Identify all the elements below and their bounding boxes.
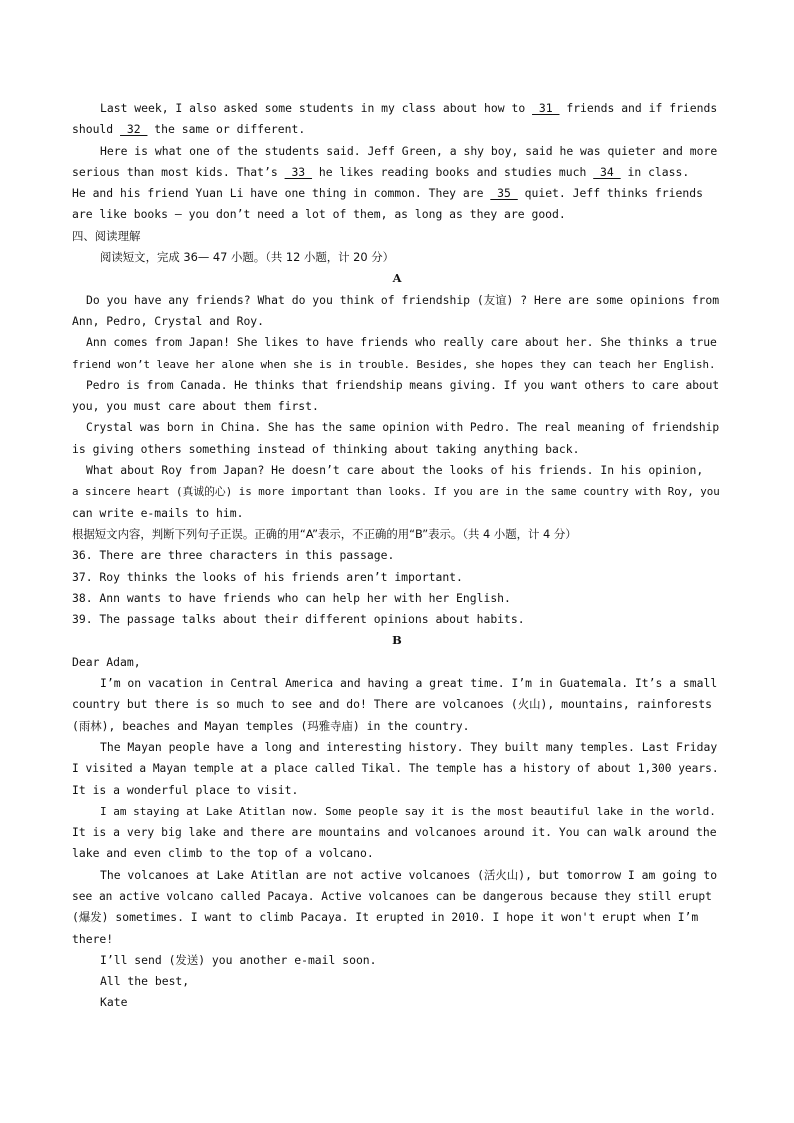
letter-line: The volcanoes at Lake Atitlan are not active volcanoes (活火山), but tomorrow I am going to <box>100 867 718 882</box>
cloze-line-5 <box>72 183 722 204</box>
letter-line: I’ll send (发送) you another e-mail soon. <box>100 952 377 967</box>
letter-line: I visited a Mayan temple at a place called Tikal. The temple has a history of about 1,300 years. <box>72 762 719 776</box>
blank-33: 33 <box>284 164 313 179</box>
letter-line: It is a wonderful place to visit. <box>72 782 299 797</box>
text: the same or different. <box>147 122 306 137</box>
text: He and his friend Yuan Li have one thing in common. They are <box>72 186 491 201</box>
document-page <box>72 98 722 1014</box>
letter-line: The Mayan people have a long and interesting history. They built many temples. Last Friday <box>100 739 718 754</box>
question-36: 36. There are three characters in this passage. <box>72 548 395 563</box>
letter-line: I am staying at Lake Atitlan now. Some people say it is the most beautiful lake in the world. <box>100 804 716 818</box>
blank-34: 34 <box>593 164 621 179</box>
letter-line: (爆发) sometimes. I want to climb Pacaya. It erupted in 2010. I hope it won't erupt when I’m <box>72 910 699 925</box>
passage-a-label: A <box>392 271 402 286</box>
text: serious than most kids. That’s <box>72 164 285 179</box>
letter-line: country but there is so much to see and do! There are volcanoes (火山), mountains, rainforests <box>72 697 712 712</box>
passage-a-line: Ann, Pedro, Crystal and Roy. <box>72 313 265 328</box>
passage-a-line: is giving others something instead of thinking about taking anything back. <box>72 441 580 456</box>
section-instructions: 阅读短文，完成 36— 47 小题。（共 12 小题，计 20 分） <box>100 250 395 265</box>
passage-a-line: friend won’t leave her alone when she is in trouble. Besides, she hopes they can teach her English. <box>72 357 716 371</box>
cloze-line-2 <box>72 119 722 140</box>
cloze-line-3: Here is what one of the students said. Jeff Green, a shy boy, said he was quieter and more <box>100 143 718 158</box>
passage-a-line: What about Roy from Japan? He doesn’t care about the looks of his friends. In his opinion, <box>86 463 704 478</box>
letter-line: I’m on vacation in Central America and having a great time. I’m in Guatemala. It’s a small <box>100 676 718 691</box>
passage-a-line: Pedro is from Canada. He thinks that friendship means giving. If you want others to care about <box>86 378 720 392</box>
letter-line: see an active volcano called Pacaya. Active volcanoes can be dangerous because they still erupt <box>72 889 712 903</box>
passage-a-line: you, you must care about them first. <box>72 399 319 414</box>
text: Last week, I also asked some students in my class about how to <box>100 101 533 115</box>
passage-b-label: B <box>392 633 402 648</box>
blank-31: 31 <box>532 101 560 115</box>
question-37: 37. Roy thinks the looks of his friends aren’t important. <box>72 569 463 584</box>
cloze-line-4 <box>72 162 722 183</box>
cloze-line-1 <box>72 98 722 119</box>
text: in class. <box>620 164 690 179</box>
letter-line: lake and even climb to the top of a volcano. <box>72 846 374 861</box>
letter-line: (雨林), beaches and Mayan temples (玛雅寺庙) in the country. <box>72 718 470 733</box>
letter-greeting: Dear Adam, <box>72 654 141 669</box>
blank-35: 35 <box>490 186 518 201</box>
passage-a-line: a sincere heart (真诚的心) is more important than looks. If you are in the same country with Roy, you <box>72 485 720 499</box>
text: he likes reading books and studies much <box>312 164 594 179</box>
text: friends and if friends <box>559 101 718 115</box>
passage-a-line: Ann comes from Japan! She likes to have friends who really care about her. She thinks a true <box>86 335 717 350</box>
passage-a-line: can write e-mails to him. <box>72 505 244 520</box>
letter-signature: Kate <box>100 995 128 1010</box>
letter-line: there! <box>72 931 114 946</box>
section-heading: 四、阅读理解 <box>72 228 141 243</box>
letter-line: It is a very big lake and there are mountains and volcanoes around it. You can walk around the <box>72 825 717 840</box>
letter-closing: All the best, <box>100 974 190 989</box>
passage-a-line: Do you have any friends? What do you think of friendship (友谊) ? Here are some opinions from <box>86 292 720 307</box>
question-39: 39. The passage talks about their different opinions about habits. <box>72 612 525 627</box>
tf-instruction: 根据短文内容，判断下列句子正误。正确的用“A”表示，不正确的用“B”表示。（共 4 小题，计 4 分） <box>72 526 577 541</box>
cloze-line-6: are like books — you don’t need a lot of them, as long as they are good. <box>72 207 566 222</box>
blank-32: 32 <box>120 122 148 137</box>
text: should <box>72 122 121 137</box>
question-38: 38. Ann wants to have friends who can help her with her English. <box>72 590 511 605</box>
text: quiet. Jeff thinks friends <box>517 186 703 201</box>
passage-a-line: Crystal was born in China. She has the same opinion with Pedro. The real meaning of friendship <box>86 421 720 435</box>
